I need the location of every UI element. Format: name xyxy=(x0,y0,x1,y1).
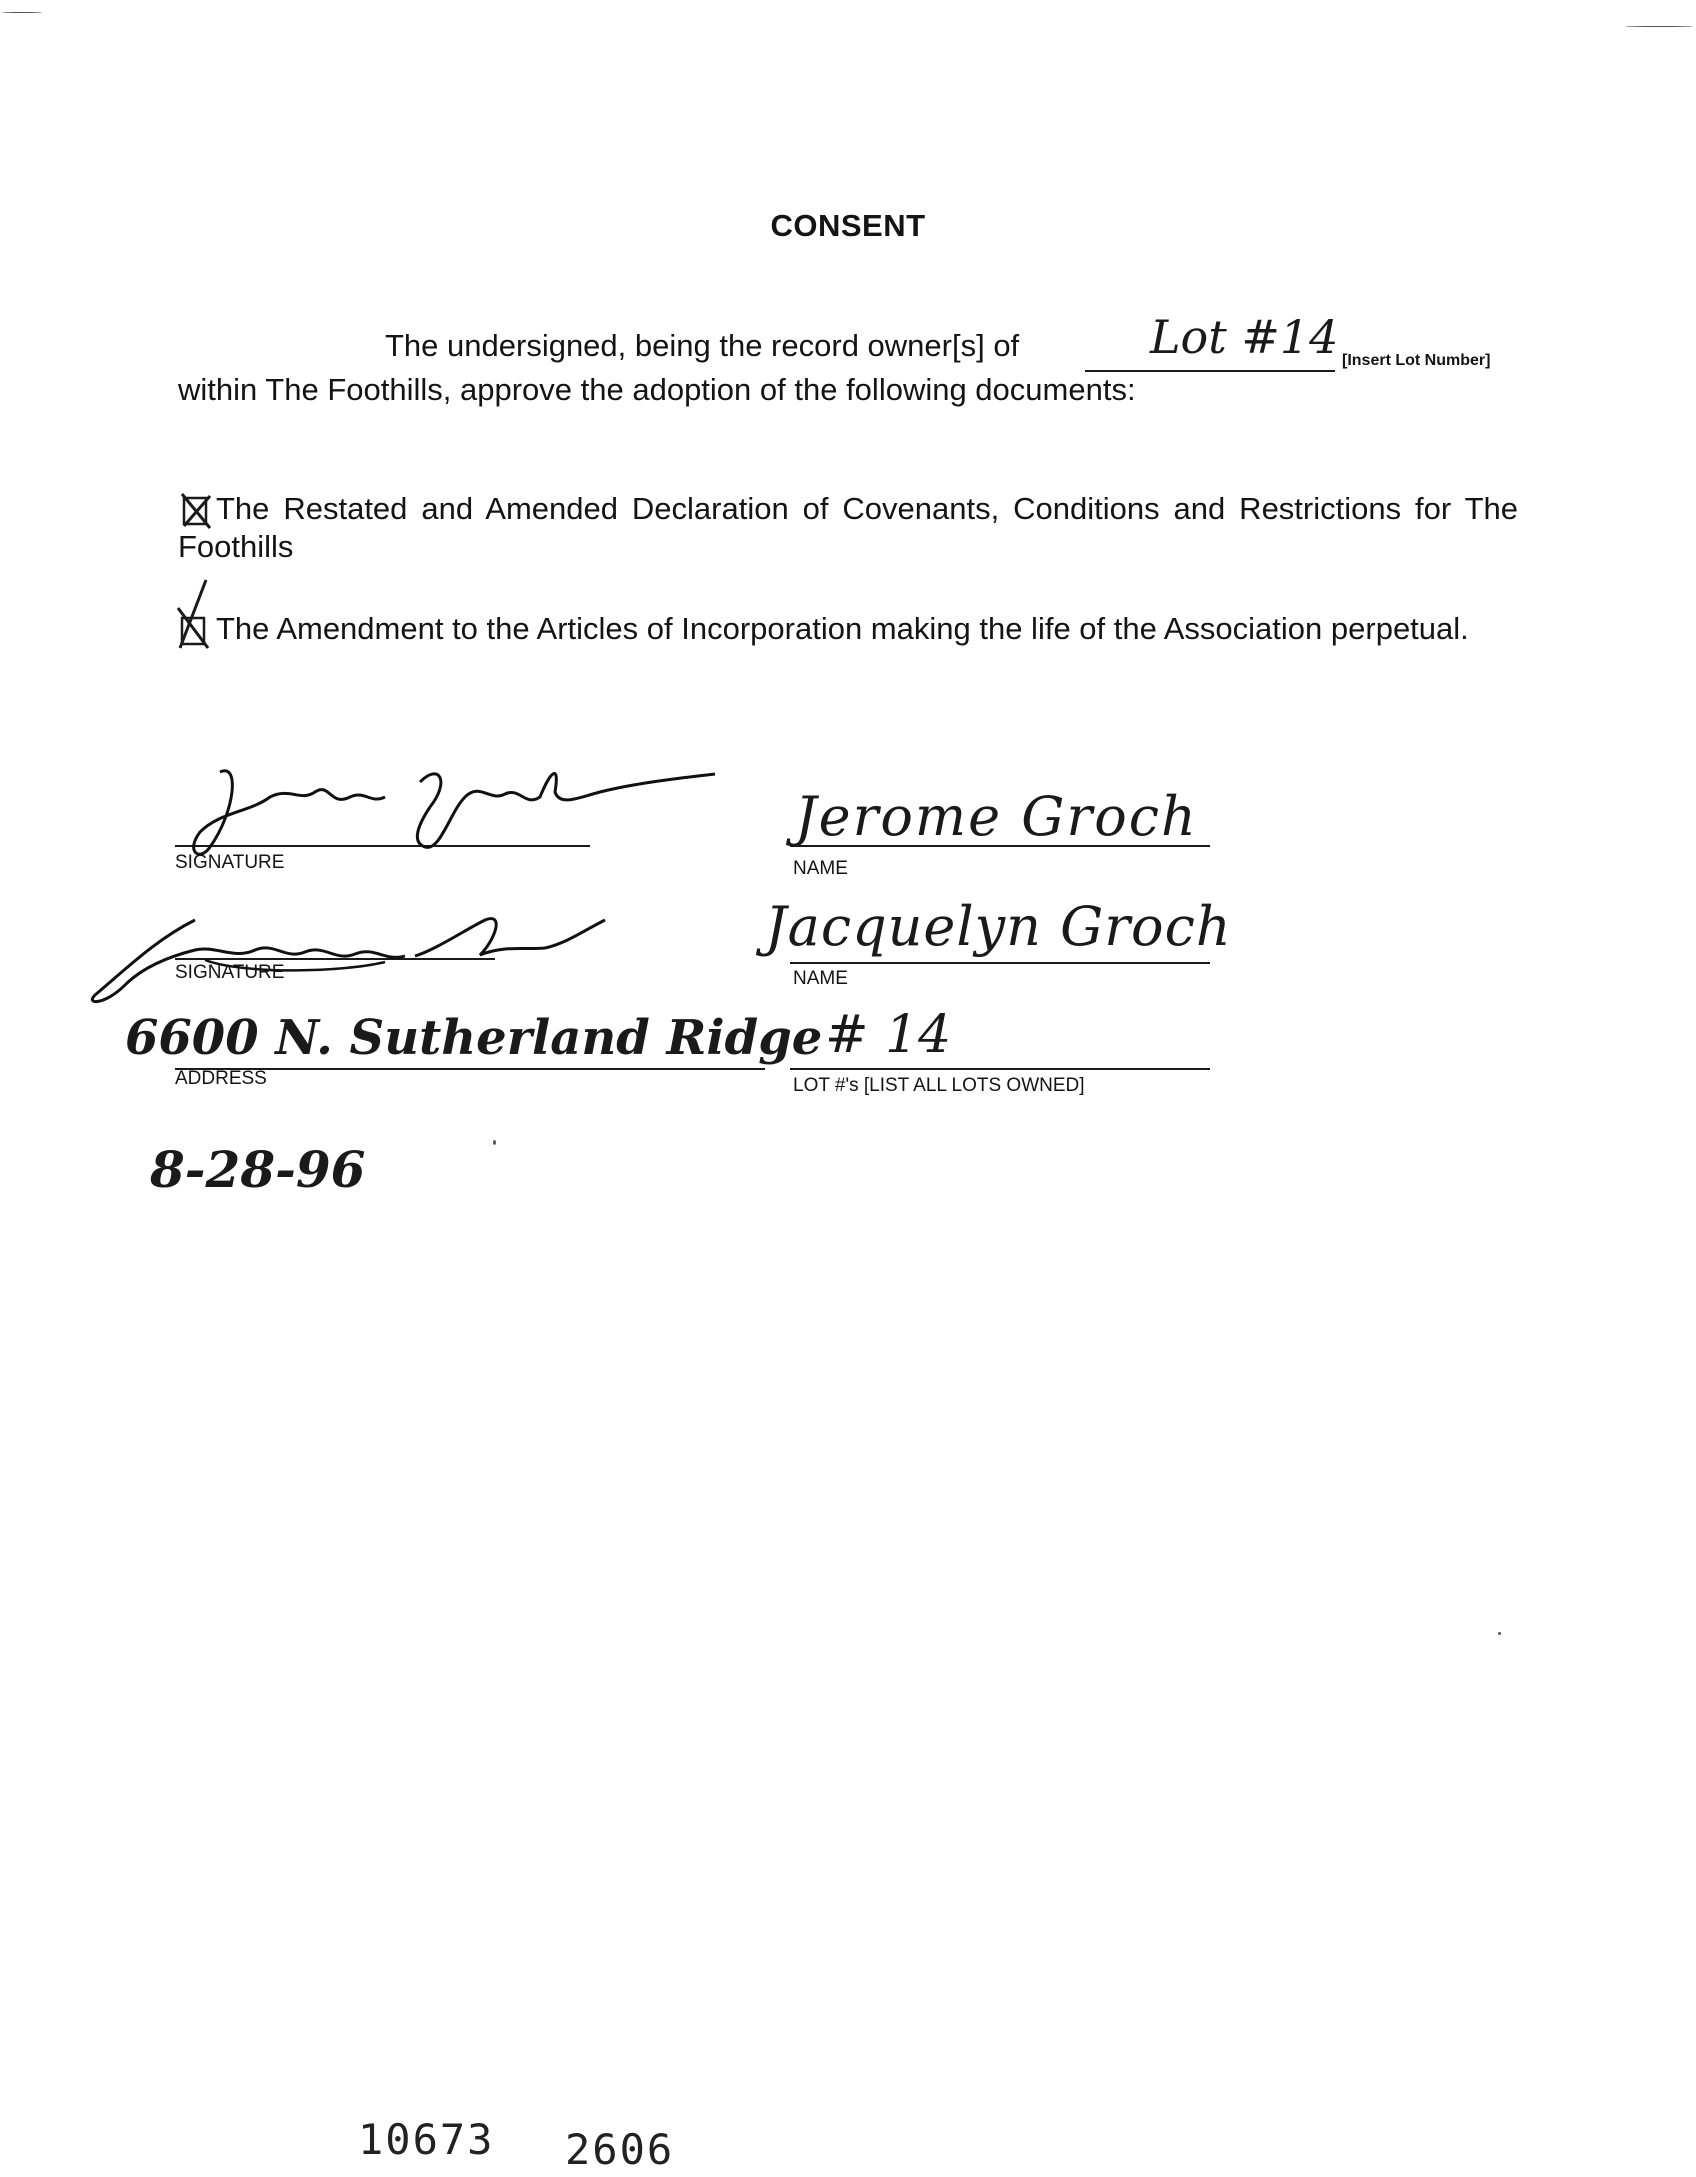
address-value: 6600 N. Sutherland Ridge xyxy=(125,1010,823,1066)
name-2-line xyxy=(790,962,1210,964)
address-label: ADDRESS xyxy=(175,1068,267,1089)
signature-1-label: SIGNATURE xyxy=(175,852,285,873)
name-2-label: NAME xyxy=(793,968,848,989)
document-item-1 xyxy=(178,490,1518,566)
lots-label: LOT #'s [LIST ALL LOTS OWNED] xyxy=(793,1075,1085,1096)
lots-value: # 14 xyxy=(825,1005,952,1065)
page-title: CONSENT xyxy=(770,208,926,243)
checked-x-icon xyxy=(172,578,216,652)
intro-suffix: within The Foothills, approve the adoption of the following documents: xyxy=(178,372,1136,407)
handwritten-signature-1 xyxy=(180,752,720,864)
signature-2-label: SIGNATURE xyxy=(175,962,285,983)
document-item-2 xyxy=(178,610,1518,648)
intro-prefix: The undersigned, being the record owner[s] of xyxy=(385,328,1020,363)
handwritten-signature-2 xyxy=(85,900,645,1010)
scan-mark xyxy=(1625,26,1693,27)
lot-number-handwritten: Lot #14 xyxy=(1150,310,1339,364)
scan-speck xyxy=(493,1140,496,1145)
recording-stamp-right: 2606 xyxy=(565,2125,675,2174)
document-item-1-text: The Restated and Amended Declaration of Covenants, Conditions and Restrictions for The Foothills xyxy=(178,491,1518,564)
scan-mark xyxy=(2,12,42,13)
name-1-label: NAME xyxy=(793,858,848,879)
checkbox-item-1[interactable] xyxy=(180,490,214,535)
lot-number-hint: [Insert Lot Number] xyxy=(1342,352,1491,369)
checked-x-icon xyxy=(180,490,214,530)
document-item-2-text: The Amendment to the Articles of Incorporation making the life of the Association perpetual. xyxy=(216,611,1469,646)
signature-2 xyxy=(85,900,645,1015)
date-value: 8-28-96 xyxy=(150,1140,366,1199)
name-1: Jerome Groch xyxy=(795,785,1198,848)
lots-line xyxy=(790,1068,1210,1070)
name-2: Jacquelyn Groch xyxy=(765,895,1232,958)
recording-stamp-left: 10673 xyxy=(358,2115,495,2164)
checkbox-item-2[interactable] xyxy=(172,578,216,657)
scan-speck xyxy=(1498,1632,1501,1635)
